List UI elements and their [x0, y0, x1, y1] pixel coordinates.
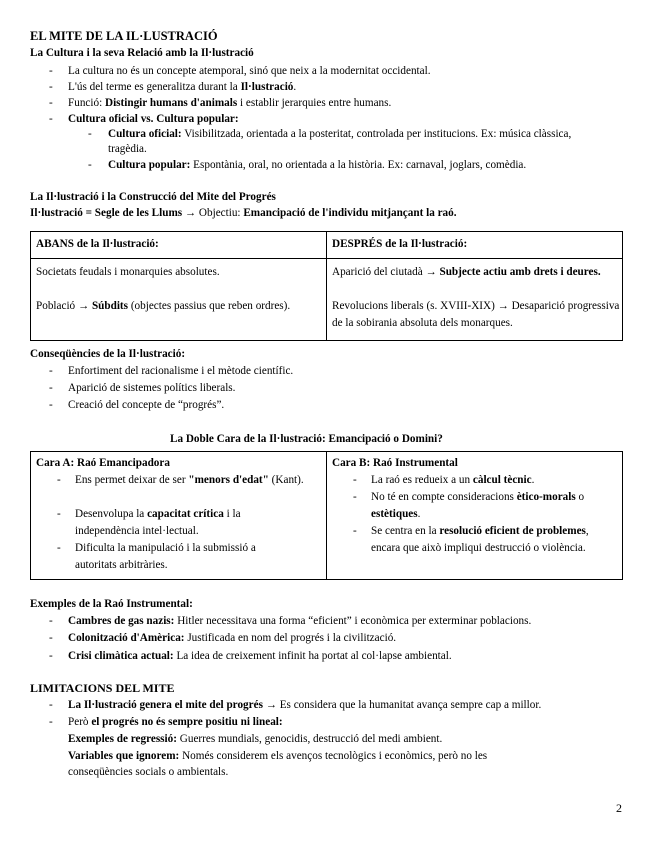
bullet-dash: -: [49, 615, 53, 627]
bullet-dash: -: [57, 474, 61, 486]
list-item: Però el progrés no és sempre positiu ni lineal:: [68, 716, 283, 728]
table-cell: Aparició del ciutadà → Subjecte actiu amb drets i deures.: [332, 266, 601, 278]
list-item: Enfortiment del racionalisme i el mètode científic.: [68, 365, 294, 377]
list-item: La cultura no és un concepte atemporal, sinó que neix a la modernitat occidental.: [68, 65, 431, 77]
table-header-after: DESPRÉS de la Il·lustració:: [332, 238, 468, 250]
document-title: EL MITE DE LA IL·LUSTRACIÓ: [30, 29, 218, 43]
section-heading-progress: La Il·lustració i la Construcció del Mite del Progrés: [30, 191, 276, 203]
table-divider: [326, 231, 327, 341]
list-item-cont: Exemples de regressió: Guerres mundials, genocidis, destrucció del medi ambient.: [68, 733, 443, 745]
list-item: Ens permet deixar de ser "menors d'edat" (Kant).: [75, 474, 304, 486]
list-item: Cultura oficial vs. Cultura popular:: [68, 113, 239, 125]
list-item: Dificulta la manipulació i la submissió a autoritats arbitràries.: [75, 542, 256, 571]
list-item: Cambres de gas nazis: Hitler necessitava una forma “eficient” i econòmica per exterminar poblacions.: [68, 615, 532, 627]
bullet-dash: -: [49, 81, 53, 93]
bullet-dash: -: [49, 699, 53, 711]
sub-list-item: Cultura oficial: Visibilitzada, orientada a la posteritat, controlada per institucions. Ex: música clàssica,: [108, 128, 572, 140]
bullet-dash: -: [49, 399, 53, 411]
page-number: 2: [616, 801, 622, 815]
table-header-before: ABANS de la Il·lustració:: [36, 238, 159, 250]
section-heading-consequences: Conseqüències de la Il·lustració:: [30, 348, 186, 360]
section-summary-line: Il·lustració = Segle de les Llums → Objectiu: Emancipació de l'individu mitjançant la raó.: [30, 207, 457, 219]
list-item: Aparició de sistemes polítics liberals.: [68, 382, 236, 394]
section-heading-examples: Exemples de la Raó Instrumental:: [30, 598, 193, 610]
list-item: Desenvolupa la capacitat crítica i la independència intel·lectual.: [75, 508, 241, 537]
bullet-dash: -: [88, 159, 92, 171]
list-item-cont: Variables que ignorem: Només considerem els avenços tecnològics i econòmics, però no les: [68, 750, 488, 762]
section-heading-double-face: La Doble Cara de la Il·lustració: Emancipació o Domini?: [170, 433, 443, 445]
bullet-dash: -: [353, 525, 357, 537]
table-cell: Revolucions liberals (s. XVIII-XIX) → Desaparició progressiva de la sobirania absoluta dels monarques.: [332, 300, 620, 329]
bullet-dash: -: [353, 491, 357, 503]
bullet-dash: -: [88, 128, 92, 140]
table-divider: [30, 258, 623, 259]
bullet-dash: -: [49, 97, 53, 109]
bullet-dash: -: [57, 508, 61, 520]
bullet-dash: -: [57, 542, 61, 554]
table-cell: Població → Súbdits (objectes passius que reben ordres).: [36, 300, 291, 312]
list-item: Funció: Distingir humans d'animals i establir jerarquies entre humans.: [68, 97, 392, 109]
sub-list-item: Cultura popular: Espontània, oral, no orientada a la història. Ex: carnaval, joglars, comèdia.: [108, 159, 527, 171]
section-heading-limitations: LIMITACIONS DEL MITE: [30, 681, 175, 695]
list-item: La Il·lustració genera el mite del progrés → Es considera que la humanitat avança sempre cap a millor.: [68, 699, 542, 711]
list-item: L'ús del terme es generalitza durant la Il·lustració.: [68, 81, 297, 93]
list-item: Crisi climàtica actual: La idea de creixement infinit ha portat al col·lapse ambiental.: [68, 650, 452, 662]
list-item: La raó es redueix a un càlcul tècnic.: [371, 474, 535, 486]
section-heading-culture: La Cultura i la seva Relació amb la Il·lustració: [30, 47, 254, 59]
bullet-dash: -: [49, 113, 53, 125]
bullet-dash: -: [49, 632, 53, 644]
list-item: No té en compte consideracions ètico-morals o estètiques.: [371, 491, 585, 520]
table-divider: [326, 451, 327, 580]
bullet-dash: -: [49, 716, 53, 728]
list-item: Creació del concepte de “progrés”.: [68, 399, 225, 411]
cara-b-title: Cara B: Raó Instrumental: [332, 457, 458, 469]
bullet-dash: -: [49, 650, 53, 662]
list-item-cont: conseqüències socials o ambientals.: [68, 766, 229, 778]
table-cell: Societats feudals i monarquies absolutes.: [36, 266, 220, 278]
bullet-dash: -: [49, 65, 53, 77]
bullet-dash: -: [353, 474, 357, 486]
bullet-dash: -: [49, 365, 53, 377]
cara-a-title: Cara A: Raó Emancipadora: [36, 457, 170, 469]
bullet-dash: -: [49, 382, 53, 394]
sub-list-item-cont: tragèdia.: [108, 143, 147, 155]
list-item: Se centra en la resolució eficient de problemes, encara que això impliqui destrucció o violència.: [371, 525, 589, 554]
list-item: Colonització d'Amèrica: Justificada en nom del progrés i la civilització.: [68, 632, 397, 644]
